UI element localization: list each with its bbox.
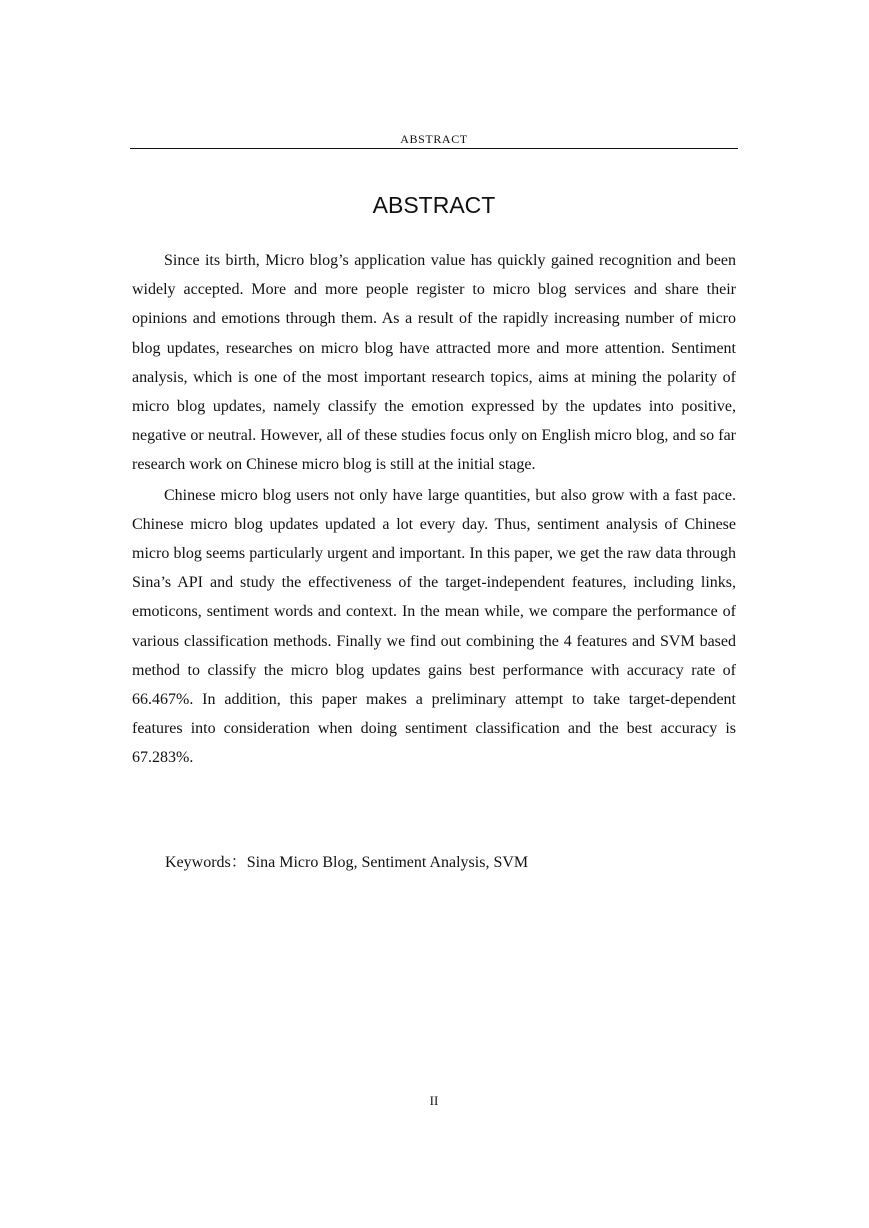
page-number: II: [429, 1093, 439, 1108]
header-rule: [130, 148, 738, 149]
running-header: ABSTRACT: [400, 132, 468, 146]
keywords-label: Keywords：: [165, 854, 247, 871]
abstract-paragraph-2: Chinese micro blog users not only have large quantities, but also grow with a fast pace. Chinese micro blog updates updated a lot every day. Thus, sentiment analysis of Chinese micro blog seems particularly urgent and important. In this paper, we get the raw data through Sina’s API and study the effectiveness of the target-independent features, including links, emoticons, sentiment words and context. In the mean while, we compare the performance of various classification methods. Finally we find out combining the 4 features and SVM based method to classify the micro blog updates gains best performance with accuracy rate of 66.467%. In addition, this paper makes a preliminary attempt to take target-dependent features into consideration when doing sentiment classification and the best accuracy is 67.283%.: [132, 486, 736, 767]
keywords-line: [165, 850, 528, 876]
page-title: ABSTRACT: [372, 192, 496, 218]
abstract-body: [132, 246, 736, 774]
keywords-value: Sina Micro Blog, Sentiment Analysis, SVM: [246, 854, 529, 871]
abstract-paragraph-1: Since its birth, Micro blog’s application value has quickly gained recognition and been widely accepted. More and more people register to micro blog services and share their opinions and emotions through them. As a result of the rapidly increasing number of micro blog updates, researches on micro blog have attracted more and more attention. Sentiment analysis, which is one of the most important research topics, aims at mining the polarity of micro blog updates, namely classify the emotion expressed by the updates into positive, negative or neutral. However, all of these studies focus only on English micro blog, and so far research work on Chinese micro blog is still at the initial stage.: [132, 252, 736, 474]
